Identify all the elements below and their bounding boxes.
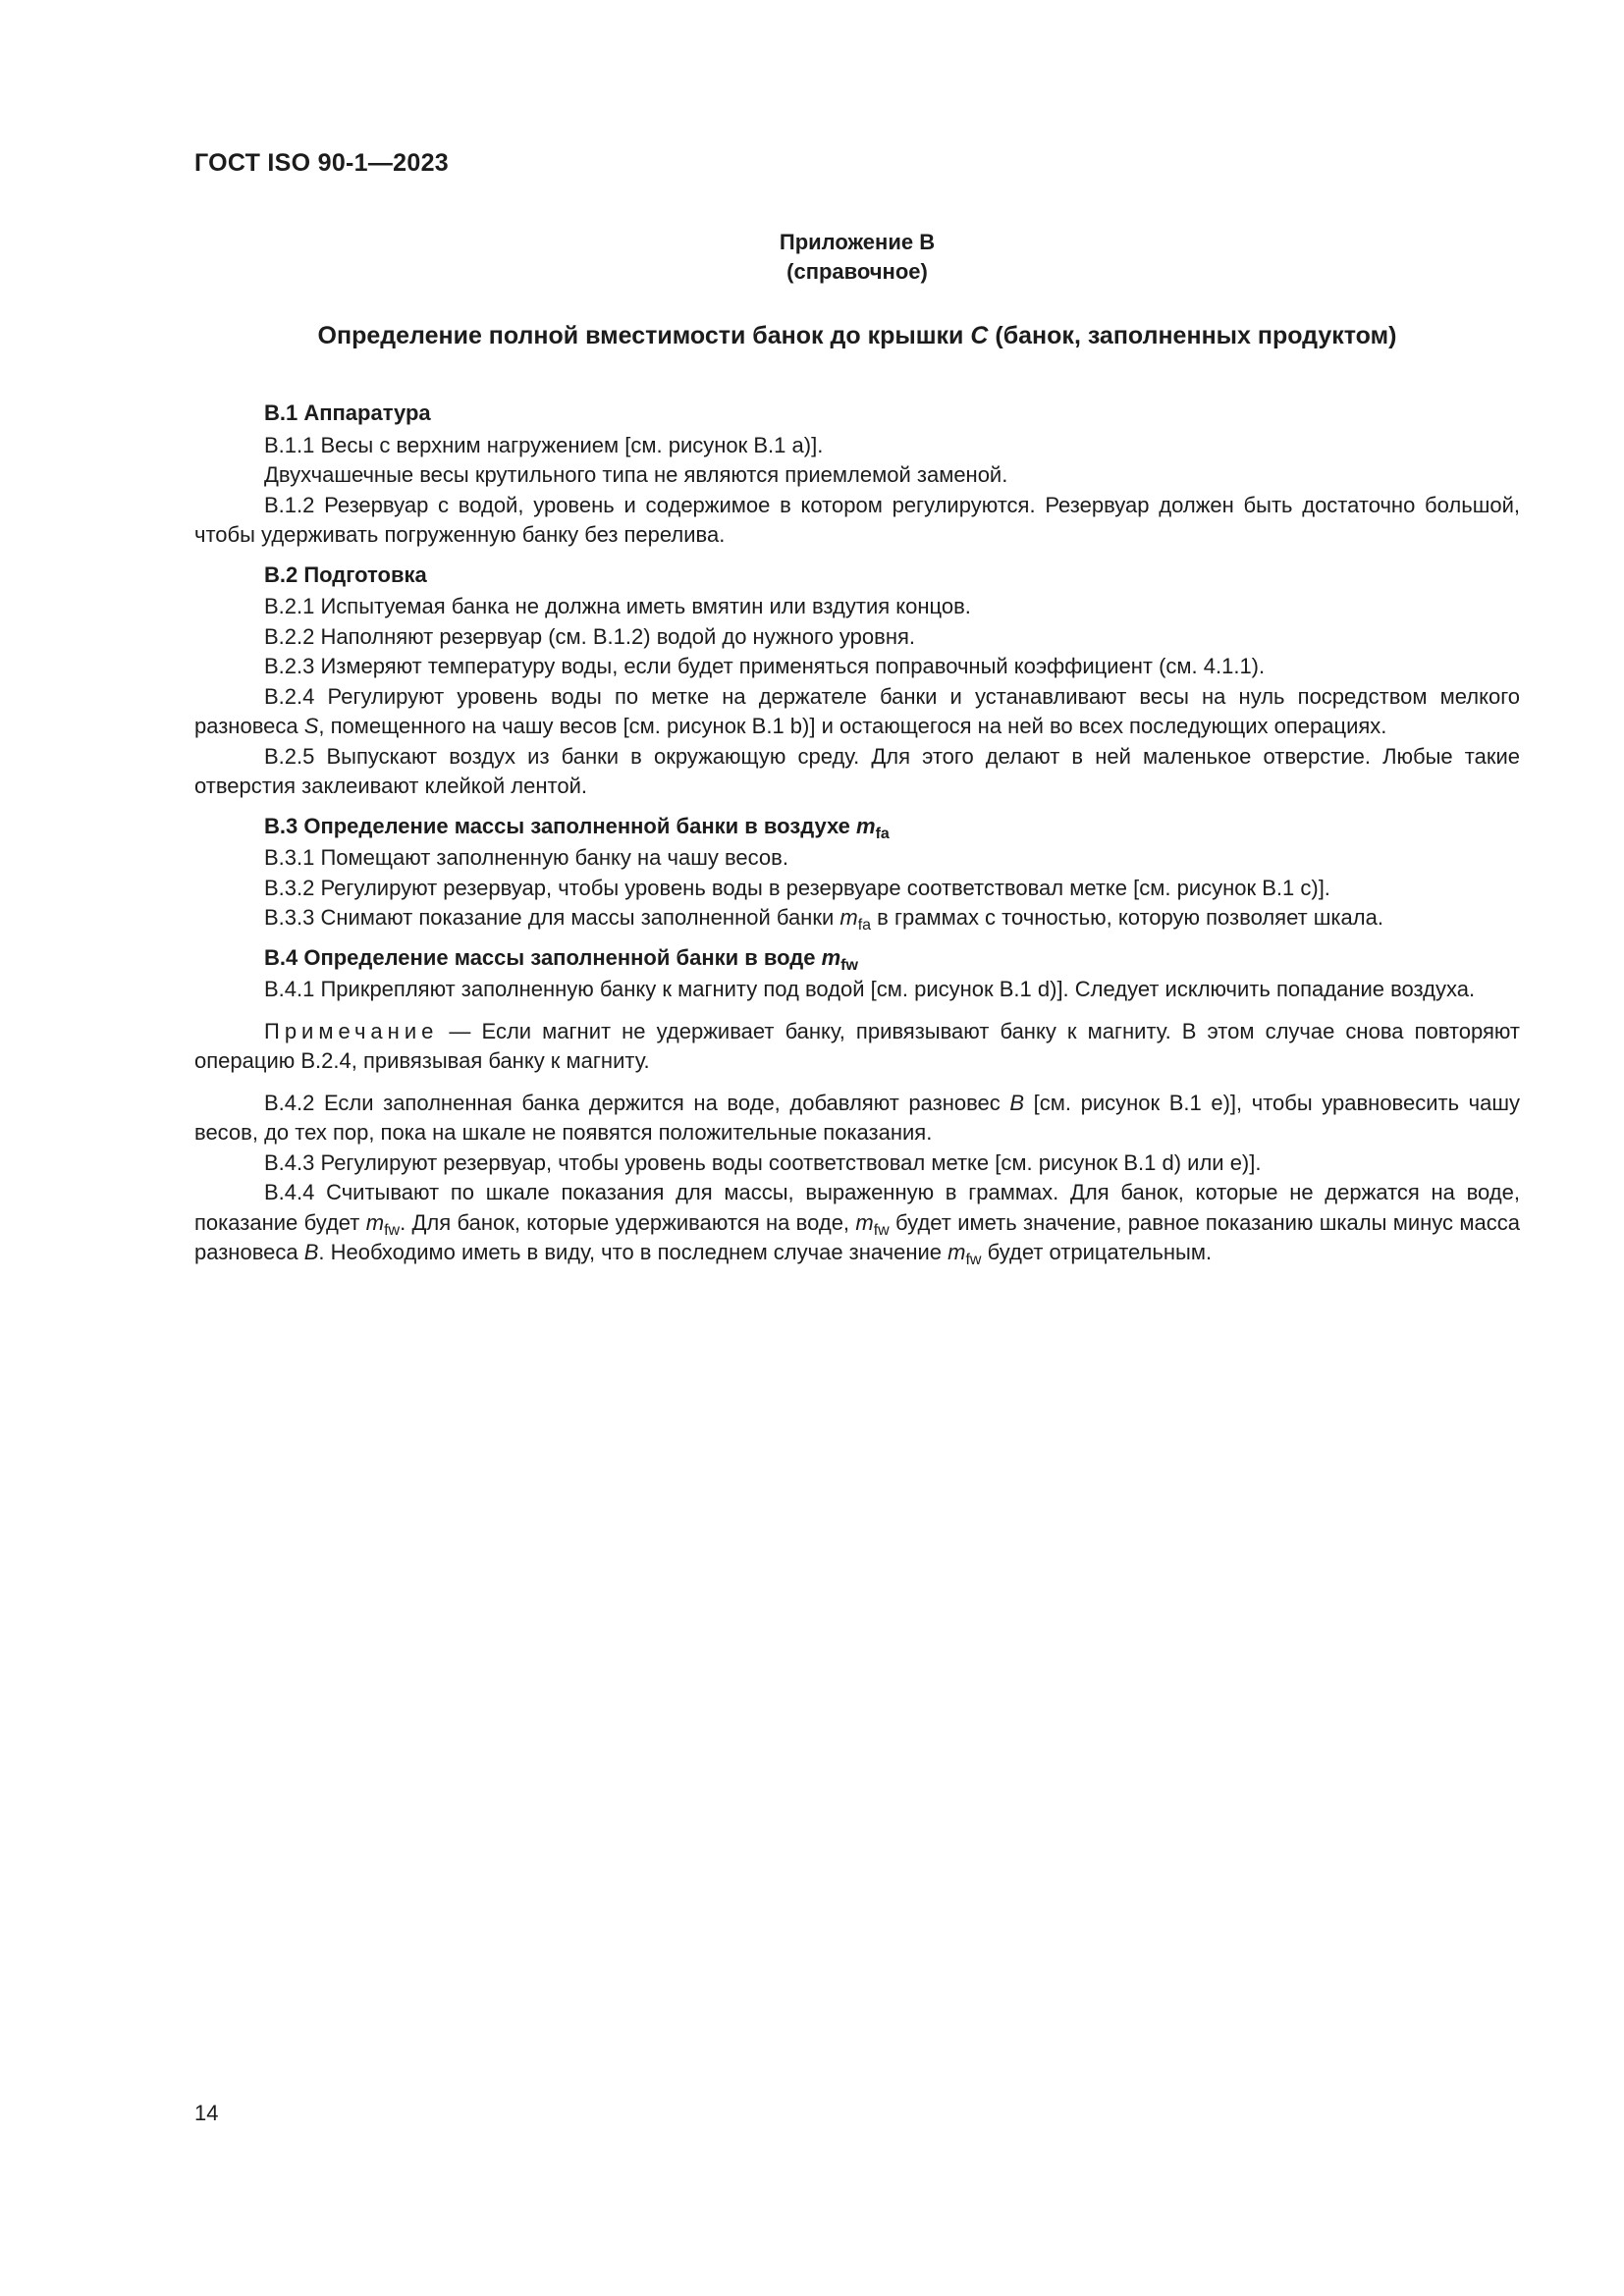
paragraph-b4-3: В.4.3 Регулируют резервуар, чтобы уровень воды соответствовал метке [см. рисунок В.1 d) или е)]. bbox=[264, 1149, 1262, 1175]
symbol-m: m bbox=[839, 905, 858, 930]
subscript: fa bbox=[875, 825, 890, 842]
paragraph-b2-4 bbox=[194, 682, 1520, 742]
section-heading-b1: В.1 Аппаратура bbox=[264, 400, 431, 425]
subscript: fw bbox=[965, 1252, 982, 1268]
note-label: Примечание bbox=[264, 1018, 439, 1043]
appendix-heading bbox=[194, 228, 1520, 287]
main-title-suffix: (банок, заполненных продуктом) bbox=[988, 322, 1397, 349]
symbol-m: m bbox=[821, 944, 841, 970]
symbol-m: m bbox=[947, 1240, 966, 1264]
paragraph-b2-3: В.2.3 Измеряют температуру воды, если будет применяться поправочный коэффициент (см. 4.1.1). bbox=[264, 654, 1266, 678]
heading-text: В.3 Определение массы заполненной банки в воздухе bbox=[264, 813, 856, 838]
appendix-kind: (справочное) bbox=[786, 259, 928, 284]
paragraph-b3-1: В.3.1 Помещают заполненную банку на чашу весов. bbox=[264, 845, 788, 870]
symbol-m: m bbox=[855, 1209, 874, 1235]
paragraph-b1-1-note: Двухчашечные весы крутильного типа не являются приемлемой заменой. bbox=[264, 462, 1008, 487]
symbol-b: В bbox=[303, 1240, 319, 1264]
document-code: ГОСТ ISO 90-1—2023 bbox=[194, 149, 450, 177]
text-run: , помещенного на чашу весов [см. рисунок В.1 b)] и остающегося на ней во всех последующих операциях. bbox=[318, 714, 1387, 738]
paragraph-b3-3 bbox=[194, 903, 1520, 934]
text-run: в граммах с точностью, которую позволяет шкала. bbox=[871, 905, 1383, 930]
heading-text: В.4 Определение массы заполненной банки в воде bbox=[264, 944, 822, 970]
section-heading-b2: В.2 Подготовка bbox=[264, 561, 427, 587]
text-run: будет отрицательным. bbox=[981, 1240, 1213, 1264]
symbol-s: S bbox=[303, 714, 319, 738]
main-title-prefix: Определение полной вместимости банок до крышки bbox=[317, 322, 971, 349]
symbol-m: m bbox=[856, 813, 876, 838]
text-run: В.2.4 Регулируют уровень воды по метке на держателе банки и устанавливают весы на нуль посредством мелкого разновеса bbox=[194, 683, 1520, 738]
section-heading-b3 bbox=[194, 812, 1520, 842]
paragraph-b1-2: В.1.2 Резервуар с водой, уровень и содержимое в котором регулируются. Резервуар должен быть достаточно большой, чтобы удерживать погруженную банку без перелива. bbox=[194, 492, 1520, 547]
paragraph-b2-2: В.2.2 Наполняют резервуар (см. В.1.2) водой до нужного уровня. bbox=[264, 623, 916, 649]
paragraph-b2-1: В.2.1 Испытуемая банка не должна иметь вмятин или вздутия концов. bbox=[264, 594, 971, 618]
appendix-title: Приложение В bbox=[779, 230, 936, 254]
paragraph-b2-5: В.2.5 Выпускают воздух из банки в окружающую среду. Для этого делают в ней маленькое отверстие. Любые такие отверстия заклеивают клейкой лентой. bbox=[194, 743, 1520, 798]
paragraph-b1-1: В.1.1 Весы с верхним нагружением [см. рисунок В.1 а)]. bbox=[264, 432, 824, 457]
page-number: 14 bbox=[194, 2101, 219, 2125]
main-title bbox=[194, 320, 1520, 351]
paragraph-b4-2 bbox=[194, 1089, 1520, 1148]
text-run: [см. рисунок В.1 е)], чтобы уравновесить чашу весов, до тех пор, пока на шкале не появятся положительные показания. bbox=[194, 1090, 1521, 1145]
text-run: В.3.3 Снимают показание для массы заполненной банки bbox=[264, 905, 840, 930]
symbol-m: m bbox=[365, 1209, 385, 1235]
note-text: — Если магнит не удерживает банку, привязывают банку к магниту. В этом случае снова повторяют операцию В.2.4, привязывая банку к магниту. bbox=[194, 1018, 1520, 1073]
subscript: fw bbox=[840, 956, 858, 974]
note-paragraph bbox=[194, 1017, 1520, 1077]
section-heading-b4 bbox=[194, 943, 1520, 974]
text-run: . Необходимо иметь в виду, что в последнем случае значение bbox=[318, 1240, 948, 1264]
text-run: В.4.2 Если заполненная банка держится на воде, добавляют разновес bbox=[264, 1090, 1010, 1115]
subscript: fw bbox=[873, 1221, 890, 1239]
paragraph-b4-4 bbox=[194, 1178, 1520, 1268]
subscript: fw bbox=[384, 1221, 401, 1239]
paragraph-b3-2: В.3.2 Регулируют резервуар, чтобы уровень воды в резервуаре соответствовал метке [см. рисунок В.1 с)]. bbox=[264, 875, 1330, 900]
main-title-symbol: C bbox=[970, 322, 989, 349]
text-run: будет иметь значение, равное показанию шкалы минус масса разновеса bbox=[194, 1209, 1520, 1264]
body-text bbox=[194, 399, 1520, 1268]
subscript: fa bbox=[857, 917, 872, 934]
paragraph-b4-1: В.4.1 Прикрепляют заполненную банку к магниту под водой [см. рисунок В.1 d)]. Следует исключить попадание воздуха. bbox=[264, 977, 1476, 1001]
symbol-b: В bbox=[1009, 1090, 1025, 1115]
text-run: . Для банок, которые удерживаются на воде, bbox=[400, 1209, 856, 1235]
text-run: В.4.4 Считывают по шкале показания для массы, выраженную в граммах. Для банок, которые не держатся на воде, показание будет bbox=[194, 1180, 1520, 1235]
